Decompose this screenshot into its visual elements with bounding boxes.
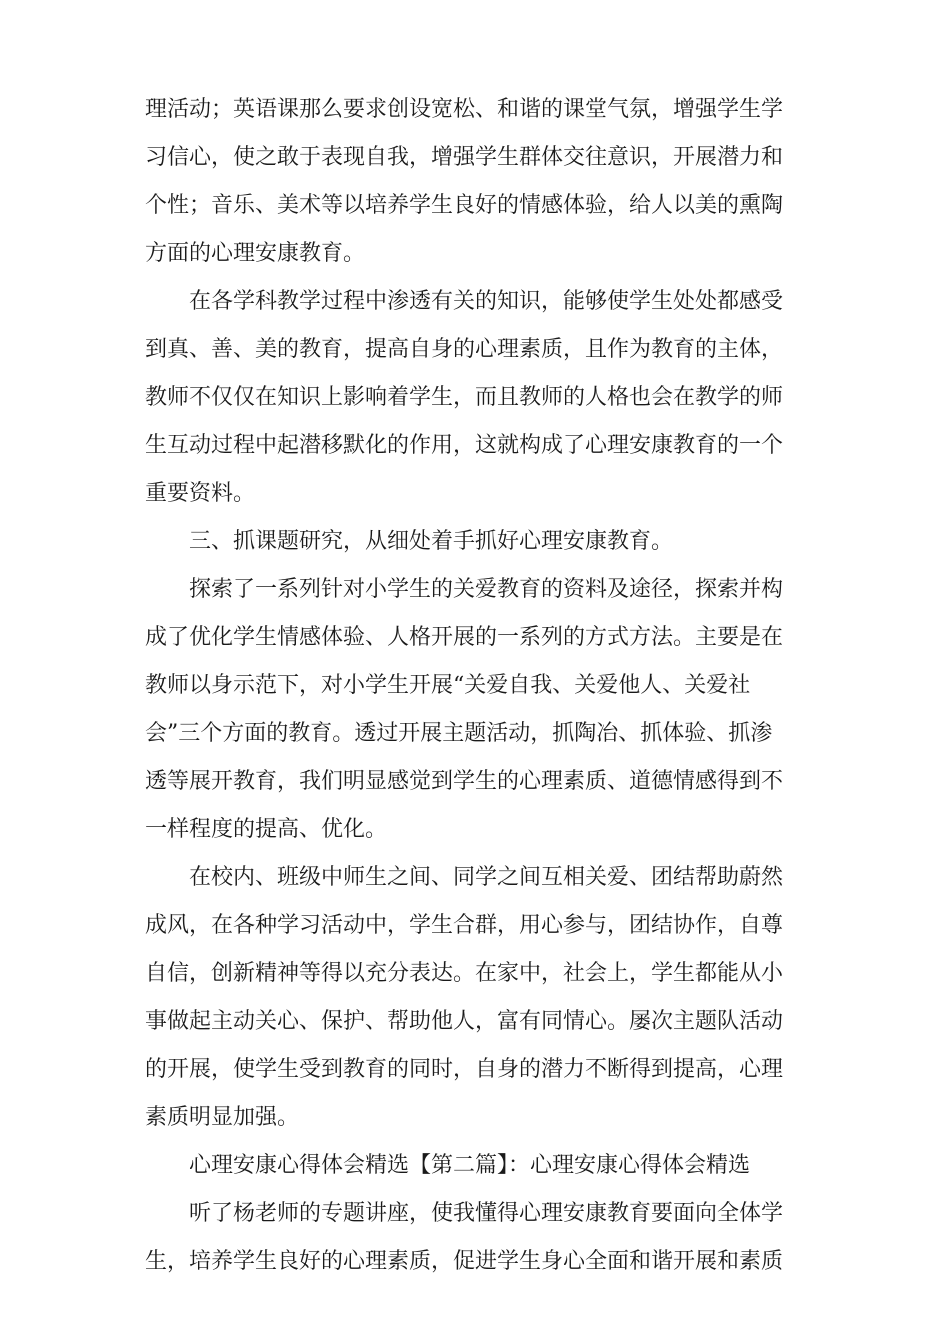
text-line: 生，培养学生良好的心理素质，促进学生身心全面和谐开展和素质 — [145, 1249, 784, 1274]
text-line: 教师不仅仅在知识上影响着学生，而且教师的人格也会在教学的师 — [145, 385, 784, 410]
text-line: 素质明显加强。 — [145, 1105, 300, 1130]
text-line: 在校内、班级中师生之间、同学之间互相关爱、团结帮助蔚然 — [145, 865, 784, 890]
text-line: 探索了一系列针对小学生的关爱教育的资料及途径，探索并构 — [145, 577, 784, 602]
text-line: 成风，在各种学习活动中，学生合群，用心参与，团结协作，自尊 — [145, 913, 784, 938]
text-line: 透等展开教育，我们明显感觉到学生的心理素质、道德情感得到不 — [145, 769, 784, 794]
text-line: 方面的心理安康教育。 — [145, 241, 366, 266]
text-line: 听了杨老师的专题讲座，使我懂得心理安康教育要面向全体学 — [145, 1201, 784, 1226]
text-line: 三、抓课题研究，从细处着手抓好心理安康教育。 — [145, 529, 674, 554]
section-heading-3 — [145, 518, 805, 566]
text-line: 一样程度的提高、优化。 — [145, 817, 388, 842]
text-line: 个性；音乐、美术等以培养学生良好的情感体验，给人以美的熏陶 — [145, 193, 784, 218]
text-line: 心理安康心得体会精选【第二篇】：心理安康心得体会精选 — [145, 1153, 751, 1178]
text-line: 在各学科教学过程中渗透有关的知识，能够使学生处处都感受 — [145, 289, 784, 314]
text-line: 到真、善、美的教育，提高自身的心理素质，且作为教育的主体， — [145, 337, 784, 362]
paragraph-7 — [145, 1190, 805, 1286]
text-line: 自信，创新精神等得以充分表达。在家中，社会上，学生都能从小 — [145, 961, 784, 986]
paragraph-1 — [145, 86, 805, 278]
text-line: 教师以身示范下，对小学生开展“关爱自我、关爱他人、关爱社 — [145, 673, 751, 698]
text-line: 会”三个方面的教育。透过开展主题活动，抓陶冶、抓体验、抓渗 — [145, 721, 773, 746]
paragraph-4 — [145, 566, 805, 854]
text-line: 重要资料。 — [145, 481, 256, 506]
text-line: 的开展，使学生受到教育的同时，自身的潜力不断得到提高，心理 — [145, 1057, 784, 1082]
paragraph-5 — [145, 854, 805, 1142]
text-line: 习信心，使之敢于表现自我，增强学生群体交往意识，开展潜力和 — [145, 145, 784, 170]
text-line: 成了优化学生情感体验、人格开展的一系列的方式方法。主要是在 — [145, 625, 784, 650]
text-line: 事做起主动关心、保护、帮助他人，富有同情心。屡次主题队活动 — [145, 1009, 784, 1034]
text-line: 理活动；英语课那么要求创设宽松、和谐的课堂气氛，增强学生学 — [145, 97, 784, 122]
document-body — [145, 86, 805, 1286]
article-title-second — [145, 1142, 805, 1190]
paragraph-2 — [145, 278, 805, 518]
text-line: 生互动过程中起潜移默化的作用，这就构成了心理安康教育的一个 — [145, 433, 784, 458]
